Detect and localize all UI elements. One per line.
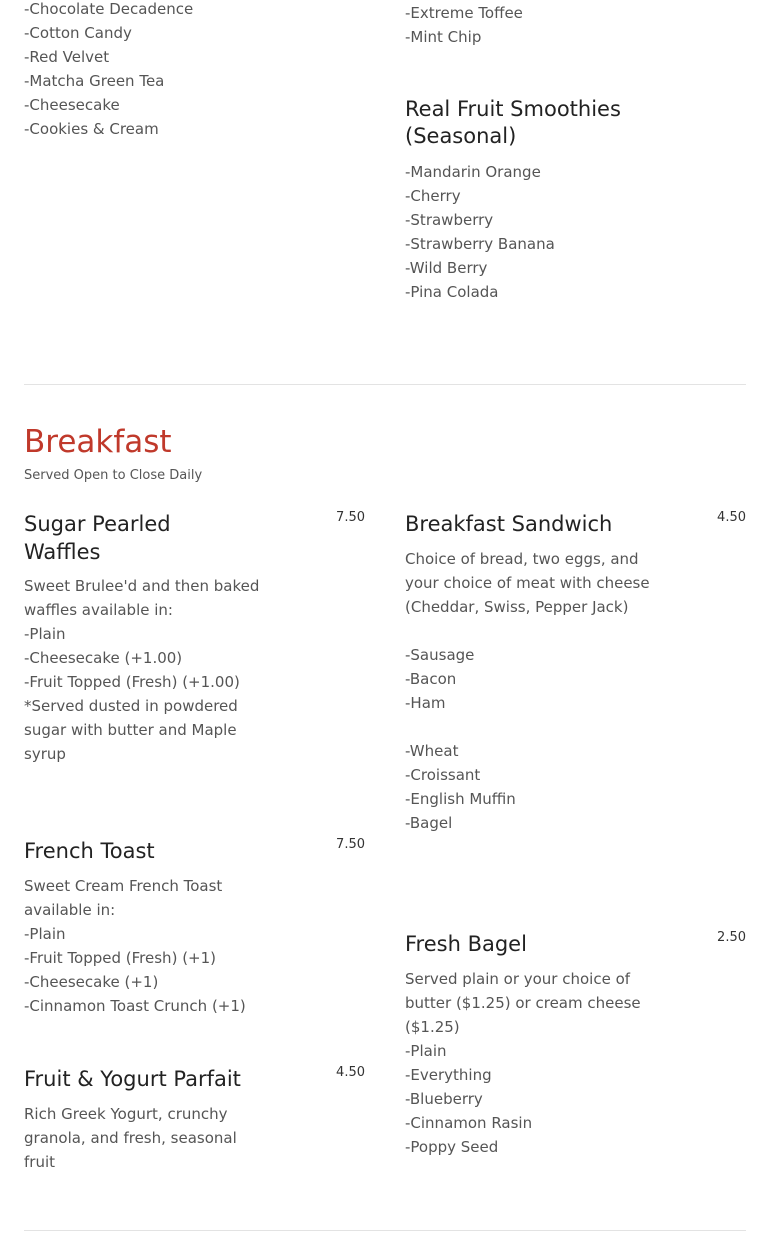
- menu-line: your choice of meat with cheese: [405, 574, 650, 592]
- menu-line: -Strawberry Banana: [405, 235, 555, 253]
- menu-line: -Cheesecake (+1): [24, 973, 159, 991]
- menu-line: -Blueberry: [405, 1090, 483, 1108]
- smoothies-title-line2: (Seasonal): [405, 124, 517, 148]
- item-title-sandwich: Breakfast Sandwich: [405, 512, 613, 536]
- smoothies-list: [405, 160, 555, 304]
- menu-line: ($1.25): [405, 1018, 460, 1036]
- menu-line: granola, and fresh, seasonal: [24, 1129, 237, 1147]
- menu-line: -Wheat: [405, 742, 459, 760]
- menu-line: -Bagel: [405, 814, 453, 832]
- menu-line: Choice of bread, two eggs, and: [405, 550, 639, 568]
- flavor-list-left: [24, 0, 193, 141]
- item-desc-sandwich: [405, 547, 650, 835]
- item-price-parfait: 4.50: [336, 1065, 365, 1080]
- menu-line: available in:: [24, 901, 116, 919]
- item-title-parfait: Fruit & Yogurt Parfait: [24, 1067, 241, 1091]
- menu-line: syrup: [24, 745, 66, 763]
- menu-line: -Plain: [24, 625, 66, 643]
- menu-line: Rich Greek Yogurt, crunchy: [24, 1105, 228, 1123]
- menu-line: -Plain: [405, 1042, 447, 1060]
- menu-line: -Ham: [405, 694, 446, 712]
- menu-line: -Red Velvet: [24, 48, 110, 66]
- menu-line: -Matcha Green Tea: [24, 72, 165, 90]
- menu-line: -Sausage: [405, 646, 475, 664]
- menu-line: -Cheesecake (+1.00): [24, 649, 183, 667]
- menu-line: -Croissant: [405, 766, 481, 784]
- menu-line: -Fruit Topped (Fresh) (+1): [24, 949, 217, 967]
- blank-line: [405, 619, 650, 643]
- menu-line: -Chocolate Decadence: [24, 0, 194, 18]
- menu-line: -Strawberry: [405, 211, 494, 229]
- item-desc-waffles: [24, 574, 259, 766]
- menu-line: -Bacon: [405, 670, 457, 688]
- menu-line: -Cherry: [405, 187, 461, 205]
- menu-line: -Cookies & Cream: [24, 120, 159, 138]
- menu-line: -English Muffin: [405, 790, 516, 808]
- item-price-french-toast: 7.50: [336, 837, 365, 852]
- menu-line: -Cinnamon Toast Crunch (+1): [24, 997, 246, 1015]
- menu-line: -Cinnamon Rasin: [405, 1114, 533, 1132]
- menu-line: -Mint Chip: [405, 28, 482, 46]
- menu-line: -Fruit Topped (Fresh) (+1.00): [24, 673, 240, 691]
- smoothies-title: [405, 96, 621, 150]
- menu-line: -Cotton Candy: [24, 24, 132, 42]
- section-divider-bottom: [24, 1230, 746, 1231]
- menu-line: fruit: [24, 1153, 56, 1171]
- menu-line: (Cheddar, Swiss, Pepper Jack): [405, 598, 629, 616]
- smoothies-title-line1: Real Fruit Smoothies: [405, 97, 621, 121]
- menu-line: sugar with butter and Maple: [24, 721, 237, 739]
- menu-line: -Wild Berry: [405, 259, 488, 277]
- menu-line: butter ($1.25) or cream cheese: [405, 994, 641, 1012]
- menu-line: waffles available in:: [24, 601, 173, 619]
- item-price-bagel: 2.50: [717, 930, 746, 945]
- item-title-waffles-line1: Sugar Pearled: [24, 512, 171, 536]
- menu-line: -Extreme Toffee: [405, 4, 523, 22]
- section-subtitle: Served Open to Close Daily: [24, 468, 203, 483]
- section-divider: [24, 384, 746, 385]
- item-price-waffles: 7.50: [336, 510, 365, 525]
- item-title-waffles-line2: Waffles: [24, 540, 101, 564]
- item-title-french-toast: French Toast: [24, 839, 155, 863]
- menu-line: Sweet Cream French Toast: [24, 877, 223, 895]
- menu-line: -Pina Colada: [405, 283, 499, 301]
- flavor-list-right: [405, 1, 523, 49]
- menu-line: -Poppy Seed: [405, 1138, 499, 1156]
- menu-line: -Plain: [24, 925, 66, 943]
- menu-line: *Served dusted in powdered: [24, 697, 238, 715]
- item-desc-parfait: [24, 1102, 237, 1174]
- section-title-breakfast: Breakfast: [24, 424, 172, 460]
- menu-line: -Cheesecake: [24, 96, 120, 114]
- item-desc-french-toast: [24, 874, 246, 1018]
- menu-line: -Everything: [405, 1066, 492, 1084]
- blank-line: [405, 715, 650, 739]
- item-title-waffles: [24, 510, 171, 566]
- item-price-sandwich: 4.50: [717, 510, 746, 525]
- menu-line: Served plain or your choice of: [405, 970, 631, 988]
- menu-line: -Mandarin Orange: [405, 163, 541, 181]
- item-desc-bagel: [405, 967, 641, 1159]
- item-title-bagel: Fresh Bagel: [405, 932, 527, 956]
- menu-line: Sweet Brulee'd and then baked: [24, 577, 260, 595]
